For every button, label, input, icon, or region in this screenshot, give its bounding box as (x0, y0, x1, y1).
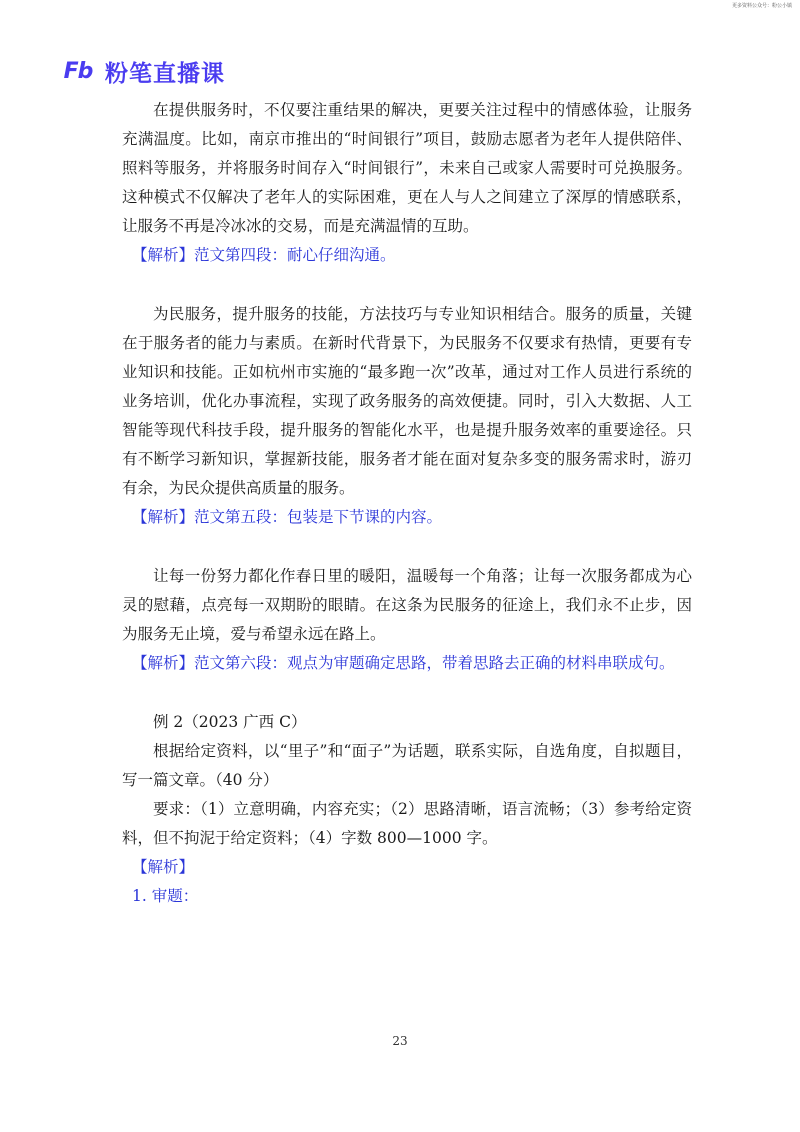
page-number: 23 (392, 1034, 408, 1048)
analysis-note-1: 【解析】范文第四段：耐心仔细沟通。 (132, 246, 396, 264)
analysis-heading: 【解析】 (132, 858, 195, 876)
paragraph-3: 让每一份努力都化作春日里的暖阳，温暖每一个角落；让每一次服务都成为心灵的慰藉，点亮每一双期盼的眼睛。在这条为民服务的征途上，我们永不止步，因为服务无止境，爱与希望永远在路上。 (122, 567, 692, 643)
paragraph-2: 为民服务，提升服务的技能，方法技巧与专业知识相结合。服务的质量，关键在于服务者的能力与素质。在新时代背景下，为民服务不仅要求有热情，更要有专业知识和技能。正如杭州市实施的“最多跑一次”改革，通过对工作人员进行系统的业务培训，优化办事流程，实现了政务服务的高效便捷。同时，引入大数据、人工智能等现代科技手段，提升服务的智能化水平，也是提升服务效率的重要途径。只有不断学习新知识，掌握新技能，服务者才能在面对复杂多变的服务需求时，游刃有余，为民众提供高质量的服务。 (122, 305, 692, 497)
example-requirements: 要求：（1）立意明确，内容充实；（2）思路清晰，语言流畅；（3）参考给定资料，但不拘泥于给定资料；（4）字数 800—1000 字。 (122, 800, 692, 847)
analysis-note-2: 【解析】范文第五段：包装是下节课的内容。 (132, 508, 443, 526)
brand-header (57, 55, 225, 88)
fenbi-logo-icon: Fb (63, 59, 93, 84)
example-prompt: 根据给定资料，以“里子”和“面子”为话题，联系实际，自选角度，自拟题目，写一篇文章。（40 分） (122, 742, 692, 789)
analysis-note-3: 【解析】范文第六段：观点为审题确定思路，带着思路去正确的材料串联成句。 (132, 654, 675, 672)
top-note: 更多资料公众号：粉公小镇 (731, 3, 792, 9)
brand-name: 粉笔直播课 (105, 61, 225, 87)
example-title: 例 2（2023 广西 C） (153, 713, 307, 731)
article-body (122, 96, 692, 911)
paragraph-1: 在提供服务时，不仅要注重结果的解决，更要关注过程中的情感体验，让服务充满温度。比如，南京市推出的“时间银行”项目，鼓励志愿者为老年人提供陪伴、照料等服务，并将服务时间存入“时间银行”，未来自己或家人需要时可兑换服务。这种模式不仅解决了老年人的实际困难，更在人与人之间建立了深厚的情感联系，让服务不再是冷冰冰的交易，而是充满温情的互助。 (122, 101, 692, 235)
review-heading: 1. 审题： (132, 887, 199, 905)
